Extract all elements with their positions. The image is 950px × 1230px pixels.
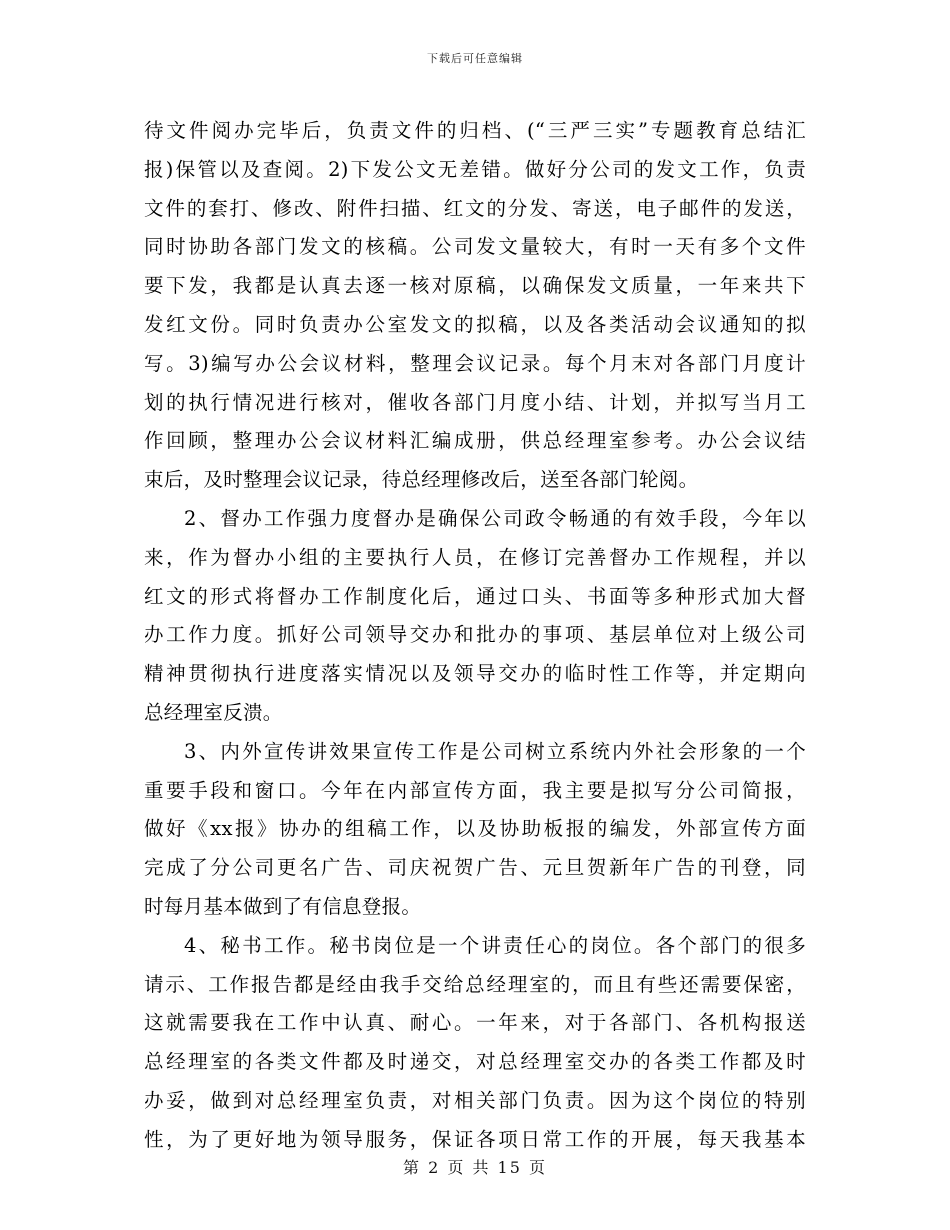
text-line: 办妥，做到对总经理室负责，对相关部门负责。因为这个岗位的特别: [144, 1088, 806, 1112]
text-line: 待文件阅办完毕后，负责文件的归档、(“三严三实”专题教育总结汇: [144, 119, 806, 142]
text-line: 办工作力度。抓好公司领导交办和批办的事项、基层单位对上级公司: [144, 623, 806, 647]
text-line: 作回顾，整理办公会议材料汇编成册，供总经理室参考。办公会议结: [144, 429, 806, 453]
text-line: 划的执行情况进行核对，催收各部门月度小结、计划，并拟写当月工: [144, 390, 806, 414]
text-line: 时每月基本做到了有信息登报。: [144, 894, 422, 918]
text-line: 束后，及时整理会议记录，待总经理修改后，送至各部门轮阅。: [144, 468, 699, 492]
paragraph-3: [144, 733, 806, 927]
text-line: 性，为了更好地为领导服务，保证各项日常工作的开展，每天我基本: [144, 1127, 806, 1151]
text-line: 2、督办工作强力度督办是确保公司政令畅通的有效手段，今年以: [184, 506, 806, 530]
page-number: 第 2 页 共 15 页: [403, 1158, 547, 1177]
paragraph-4: [144, 927, 806, 1160]
text-line: 总经理室反溃。: [144, 700, 283, 724]
text-line: 来，作为督办小组的主要执行人员，在修订完善督办工作规程，并以: [144, 545, 806, 569]
text-line: 4、秘书工作。秘书岗位是一个讲责任心的岗位。各个部门的很多: [184, 933, 806, 957]
page-header: 下载后可任意编辑: [427, 52, 523, 65]
text-line: 3、内外宣传讲效果宣传工作是公司树立系统内外社会形象的一个: [184, 739, 806, 763]
text-line: 总经理室的各类文件都及时递交，对总经理室交办的各类工作都及时: [144, 1050, 806, 1074]
text-line: 发红文份。同时负责办公室发文的拟稿，以及各类活动会议通知的拟: [144, 312, 806, 336]
text-line: 重要手段和窗口。今年在内部宣传方面，我主要是拟写分公司简报，: [144, 778, 806, 802]
text-line: 要下发，我都是认真去逐一核对原稿，以确保发文质量，一年来共下: [144, 274, 806, 298]
text-line: 红文的形式将督办工作制度化后，通过口头、书面等多种形式加大督: [144, 584, 806, 608]
text-line: 写。3)编写办公会议材料，整理会议记录。每个月末对各部门月度计: [144, 351, 806, 375]
paragraph-2: [144, 500, 806, 733]
document-body: [144, 112, 806, 1160]
text-line: 做好《xx报》协办的组稿工作，以及协助板报的编发，外部宣传方面: [144, 817, 806, 841]
text-line: 请示、工作报告都是经由我手交给总经理室的，而且有些还需要保密，: [144, 972, 806, 996]
text-line: 完成了分公司更名广告、司庆祝贺广告、元旦贺新年广告的刊登，同: [144, 856, 806, 880]
text-line: 同时协助各部门发文的核稿。公司发文量较大，有时一天有多个文件: [144, 235, 806, 259]
text-line: 这就需要我在工作中认真、耐心。一年来，对于各部门、各机构报送: [144, 1011, 806, 1035]
text-line: 文件的套打、修改、附件扫描、红文的分发、寄送，电子邮件的发送，: [144, 196, 806, 220]
paragraph-1: [144, 112, 806, 500]
text-line: 报)保管以及查阅。2)下发公文无差错。做好分公司的发文工作，负责: [144, 157, 806, 181]
text-line: 精神贯彻执行进度落实情况以及领导交办的临时性工作等，并定期向: [144, 662, 806, 686]
